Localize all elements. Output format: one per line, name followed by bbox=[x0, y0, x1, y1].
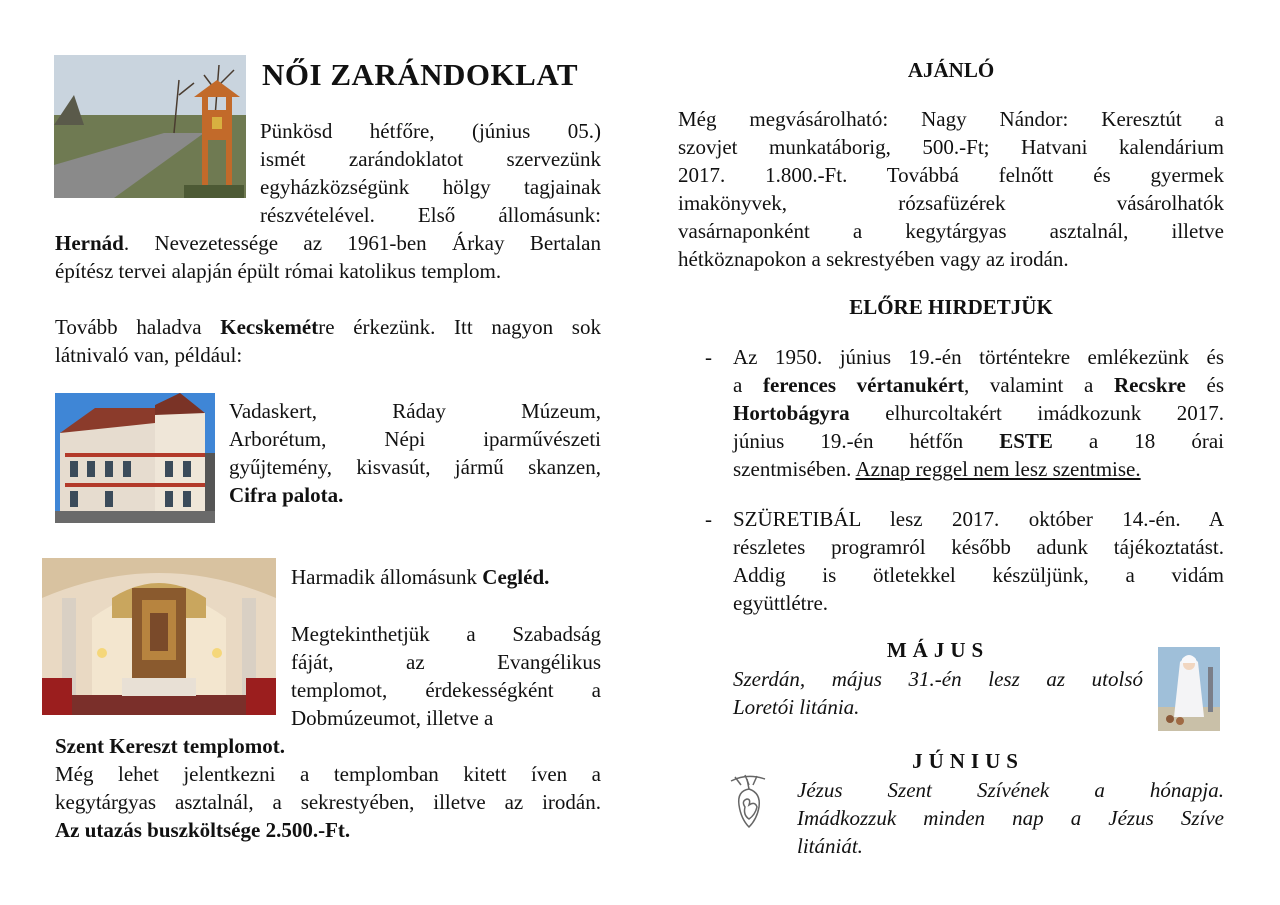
cifra-palota: Cifra palota. bbox=[229, 483, 344, 507]
dash-bullet: - bbox=[705, 507, 712, 531]
ajanlo-line: 2017. 1.800.-Ft. Továbbá felnőtt és gyermek bbox=[678, 163, 1224, 187]
cegled-line: fáját, az Evangélikus bbox=[291, 650, 601, 674]
announcement-1 bbox=[705, 343, 1224, 483]
kecskemet-text: Tovább haladva bbox=[55, 315, 221, 339]
item1-line-1: Az 1950. június 19.-én történtekre emlékezünk és bbox=[733, 345, 1224, 369]
hernad-village-photo bbox=[54, 55, 246, 198]
ajanlo-line: szovjet munkatáborig, 500.-Ft; Hatvani kalendárium bbox=[678, 135, 1224, 159]
item1-line-5: szentmisében. Aznap reggel nem lesz szentmise. bbox=[733, 457, 1141, 481]
sights-line: Vadaskert, Ráday Múzeum, bbox=[229, 399, 601, 423]
announcement-2 bbox=[705, 505, 1224, 617]
majus-line: Szerdán, május 31.-én lesz az utolsó bbox=[733, 667, 1143, 691]
sights-line: gyűjtemény, kisvasút, jármű skanzen, bbox=[229, 455, 601, 479]
signup-line: kegytárgyas asztalnál, a sekrestyében, illetve az irodán. bbox=[55, 790, 601, 814]
item2-line: részletes programról később adunk tájékoztatást. bbox=[733, 535, 1224, 559]
hernad-paragraph bbox=[55, 229, 601, 285]
ajanlo-line: Még megvásárolható: Nagy Nándor: Keresztút a bbox=[678, 107, 1224, 131]
intro-line: Pünkösd hétfőre, (június 05.) bbox=[260, 119, 601, 143]
ajanlo-paragraph bbox=[678, 105, 1224, 273]
cegled-name: Cegléd. bbox=[482, 565, 550, 589]
item1-line-4: június 19.-én hétfőn ESTE a 18 órai bbox=[733, 429, 1224, 453]
no-morning-mass-note: Aznap reggel nem lesz szentmise. bbox=[855, 457, 1141, 481]
signup-paragraph bbox=[55, 732, 601, 844]
cegled-heading bbox=[291, 563, 549, 591]
sacred-heart-icon bbox=[727, 771, 771, 837]
cegled-line: Dobmúzeumot, illetve a bbox=[291, 706, 494, 730]
hernad-name: Hernád bbox=[55, 231, 124, 255]
ajanlo-line: imakönyvek, rózsafüzérek vásárolhatók bbox=[678, 191, 1224, 215]
item2-line: SZÜRETIBÁL lesz 2017. október 14.-én. A bbox=[733, 507, 1224, 531]
kecskemet-line-2: látnivaló van, például: bbox=[55, 343, 243, 367]
item1-line-2: a ferences vértanukért, valamint a Recskre és bbox=[733, 373, 1224, 397]
signup-line: Még lehet jelentkezni a templomban kitett íven a bbox=[55, 762, 601, 786]
intro-line: ismét zarándoklatot szervezünk bbox=[260, 147, 601, 171]
cegled-church-interior-photo bbox=[42, 558, 276, 715]
kecskemet-paragraph bbox=[55, 313, 601, 369]
majus-paragraph bbox=[733, 665, 1143, 721]
intro-line: egyházközségünk hölgy tagjainak bbox=[260, 175, 601, 199]
dash-bullet: - bbox=[705, 345, 712, 369]
ajanlo-heading: AJÁNLÓ bbox=[907, 58, 995, 82]
junius-line: litániát. bbox=[797, 834, 863, 858]
ajanlo-line: hétköznapokon a sekrestyében vagy az irodán. bbox=[678, 247, 1069, 271]
junius-line: Imádkozzuk minden nap a Jézus Szíve bbox=[797, 806, 1224, 830]
item1-line-3: Hortobágyra elhurcoltakért imádkozunk 2017. bbox=[733, 401, 1224, 425]
sights-line: Arborétum, Népi iparművészeti bbox=[229, 427, 601, 451]
sights-paragraph bbox=[229, 397, 601, 509]
page-title: NŐI ZARÁNDOKLAT bbox=[262, 57, 579, 92]
mary-statue-image bbox=[1158, 647, 1220, 731]
junius-heading: JÚNIUS bbox=[912, 749, 1024, 773]
cegled-paragraph bbox=[291, 620, 601, 732]
intro-line: részvételével. Első állomásunk: bbox=[260, 203, 601, 227]
cegled-text: Harmadik állomásunk bbox=[291, 565, 483, 589]
elore-hirdetjuk-heading: ELŐRE HIRDETJÜK bbox=[849, 295, 1053, 319]
bus-cost: Az utazás buszköltsége 2.500.-Ft. bbox=[55, 818, 351, 842]
ajanlo-line: vasárnaponként a kegytárgyas asztalnál, illetve bbox=[678, 219, 1224, 243]
hernad-line-2: építész tervei alapján épült római katolikus templom. bbox=[55, 259, 502, 283]
kecskemet-text-2: re érkezünk. Itt nagyon sok bbox=[318, 315, 601, 339]
intro-paragraph bbox=[260, 117, 601, 229]
majus-line: Loretói litánia. bbox=[733, 695, 860, 719]
cegled-line: Megtekinthetjük a Szabadság bbox=[291, 622, 601, 646]
cegled-line: templomot, érdekességként a bbox=[291, 678, 601, 702]
junius-line: Jézus Szent Szívének a hónapja. bbox=[797, 778, 1224, 802]
hernad-text: . Nevezetessége az 1961-ben Árkay Bertalan bbox=[123, 231, 601, 255]
kecskemet-name: Kecskemét bbox=[220, 315, 319, 339]
cifra-palace-photo bbox=[55, 393, 215, 523]
item2-line: Addig is ötletekkel készüljünk, a vidám bbox=[733, 563, 1224, 587]
szent-kereszt: Szent Kereszt templomot. bbox=[55, 734, 285, 758]
junius-paragraph bbox=[797, 776, 1224, 860]
majus-heading: MÁJUS bbox=[886, 638, 990, 662]
item2-line: együttlétre. bbox=[733, 591, 829, 615]
